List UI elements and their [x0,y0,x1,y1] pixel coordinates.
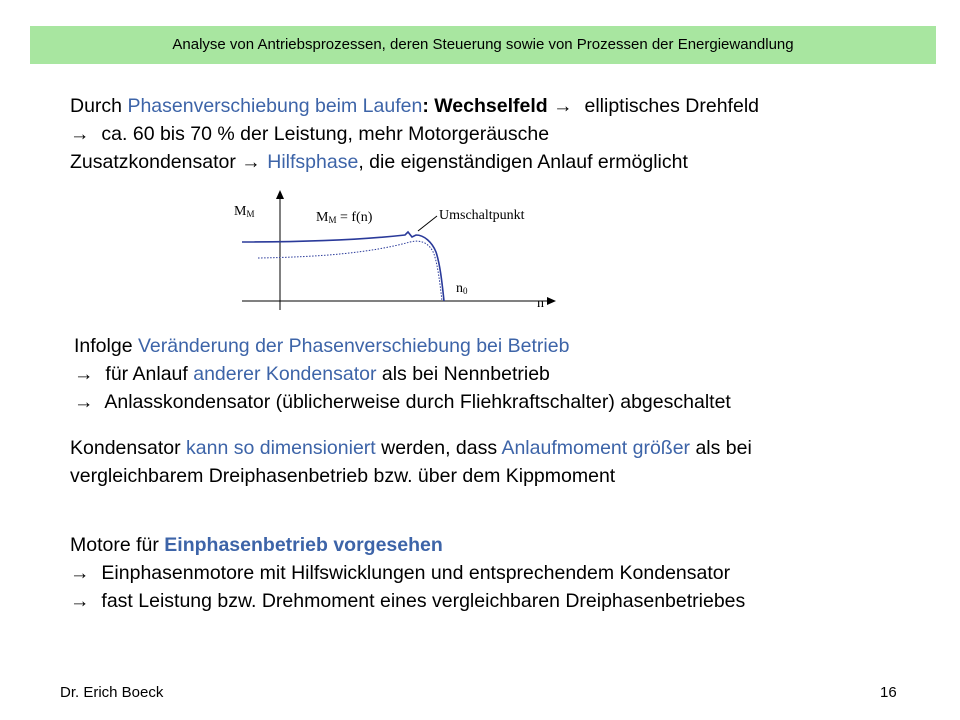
line [74,360,731,388]
text-block-single-phase [70,531,745,615]
line [70,92,759,120]
text: Infolge [74,335,138,357]
torque-curve-dotted [258,241,442,301]
y-axis-arrow [276,190,284,199]
line [70,120,759,148]
text: werden, dass [375,437,502,459]
text: Zusatzkondensator [70,151,242,173]
text: Motore für [70,534,165,556]
arrow-icon: → [74,391,94,413]
arrow-icon: → [553,95,573,117]
highlight-text: Veränderung der Phasenverschiebung bei Betrieb [137,335,570,357]
arrow-icon: → [70,562,90,584]
y-axis-label: MM [234,204,255,219]
text: als bei [690,437,752,459]
line [70,587,745,615]
switch-point-pointer [418,216,437,231]
text: Einphasenmotore mit Hilfswicklungen und entsprechendem Kondensator [96,562,731,584]
line [70,434,752,462]
header-title: Analyse von Antriebsprozessen, deren Steuerung sowie von Prozessen der Energiewandlung [172,36,794,53]
torque-speed-diagram [220,190,580,320]
torque-curve [242,232,444,301]
text-block-capacitor [70,434,752,490]
text-block-phase-change [74,332,731,416]
line [74,388,731,416]
n0-label: n0 [456,281,468,296]
text: ca. 60 bis 70 % der Leistung, mehr Motorgeräusche [96,123,550,145]
curve-label: MM = f(n) [316,210,373,225]
arrow-icon: → [74,363,94,385]
arrow-icon: → [241,151,261,173]
arrow-icon: → [70,590,90,612]
footer-author: Dr. Erich Boeck [60,684,164,701]
text-block-phase-shift [70,92,759,176]
text: für Anlauf [100,363,194,385]
highlight-text: Einphasenbetrieb vorgesehen [164,534,443,556]
highlight-text: Phasenverschiebung beim Laufen [127,95,423,117]
text: fast Leistung bzw. Drehmoment eines vergleichbaren Dreiphasenbetriebes [96,590,746,612]
line [70,462,752,490]
line [74,332,731,360]
x-axis-arrow [547,297,556,305]
slide-header [30,26,936,64]
text: Kondensator [70,437,187,459]
arrow-icon: → [70,123,90,145]
text: , die eigenständigen Anlauf ermöglicht [358,151,688,173]
line [70,559,745,587]
text: Anlasskondensator (üblicherweise durch Fliehkraftschalter) abgeschaltet [100,391,731,413]
text: Durch [70,95,128,117]
highlight-text: Hilfsphase [267,151,359,173]
text: vergleichbarem Dreiphasenbetrieb bzw. über dem Kippmoment [70,465,616,487]
switch-point-label: Umschaltpunkt [439,208,525,223]
page-number: 16 [880,684,897,701]
line [70,531,745,559]
highlight-text: Anlaufmoment größer [501,437,691,459]
highlight-text: anderer Kondensator [193,363,377,385]
text: : Wechselfeld [422,95,554,117]
line [70,148,759,176]
text: als bei Nennbetrieb [376,363,550,385]
text: elliptisches Drehfeld [579,95,759,117]
highlight-text: kann so dimensioniert [186,437,376,459]
x-axis-label: n [537,296,544,311]
